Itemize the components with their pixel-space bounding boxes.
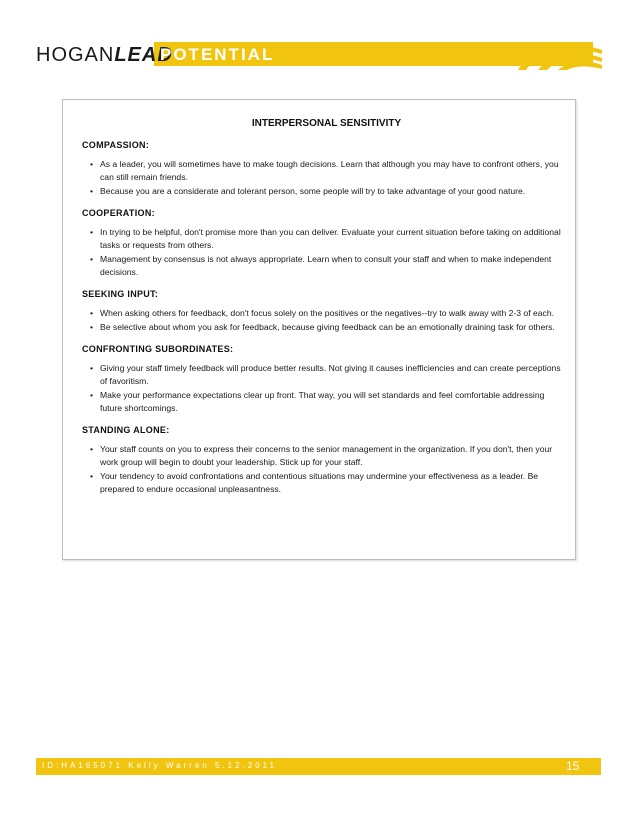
bullet-list-compassion	[82, 158, 562, 198]
brand-potential-text: POTENTIAL	[160, 45, 275, 64]
brand-lead-text: LEAD	[114, 44, 173, 66]
page-header	[0, 0, 638, 80]
list-item: • When asking others for feedback, don't focus solely on the positives or the negatives--try to walk away with 2-3 of each.	[90, 307, 562, 320]
list-item: • Be selective about whom you ask for feedback, because giving feedback can be an emotionally draining task for others.	[90, 321, 562, 334]
list-item: • In trying to be helpful, don't promise more than you can deliver. Evaluate your current situation before taking on additional tasks or requests from others.	[90, 226, 562, 252]
sections-list	[82, 140, 562, 497]
brand-wordmark	[36, 44, 173, 67]
list-item: • Because you are a considerate and tolerant person, some people will try to take advantage of your good nature.	[90, 185, 562, 198]
heading-confronting-subordinates: CONFRONTING SUBORDINATES:	[82, 344, 234, 354]
list-item: • Your staff counts on you to express their concerns to the senior management in the organization. If you don't, then your work group will begin to doubt your leadership. Stick up for your staff.	[90, 443, 562, 469]
bullet-list-standing-alone	[82, 443, 562, 496]
list-item: • Your tendency to avoid confrontations and contentious situations may undermine your effectiveness as a leader. Be prepared to endure occasional unpleasantness.	[90, 470, 562, 496]
bullet-list-confronting-subordinates	[82, 362, 562, 415]
list-item: • As a leader, you will sometimes have to make tough decisions. Learn that although you may have to confront others, you can still remain friends.	[90, 158, 562, 184]
heading-seeking-input: SEEKING INPUT:	[82, 289, 159, 299]
hogan-swoosh-logo-icon	[514, 40, 604, 70]
section-title: INTERPERSONAL SENSITIVITY	[251, 118, 402, 129]
heading-compassion: COMPASSION:	[82, 140, 150, 150]
heading-standing-alone: STANDING ALONE:	[82, 425, 170, 435]
list-item: • Make your performance expectations clear up front. That way, you will set standards and feel comfortable addressing future shortcomings.	[90, 389, 562, 415]
list-item: • Giving your staff timely feedback will produce better results. Not giving it causes inefficiencies and can create perceptions of favoritism.	[90, 362, 562, 388]
bullet-list-cooperation	[82, 226, 562, 279]
list-item: • Management by consensus is not always appropriate. Learn when to consult your staff and when to make independent decisions.	[90, 253, 562, 279]
footer-id-text: ID:HA165071 Kelly Warren 5.12.2011	[42, 761, 277, 770]
bullet-list-seeking-input	[82, 307, 562, 334]
heading-cooperation: COOPERATION:	[82, 208, 155, 218]
brand-hogan-text: HOGAN	[36, 44, 115, 66]
page-number: 15	[566, 759, 580, 773]
report-content-box	[62, 99, 576, 560]
